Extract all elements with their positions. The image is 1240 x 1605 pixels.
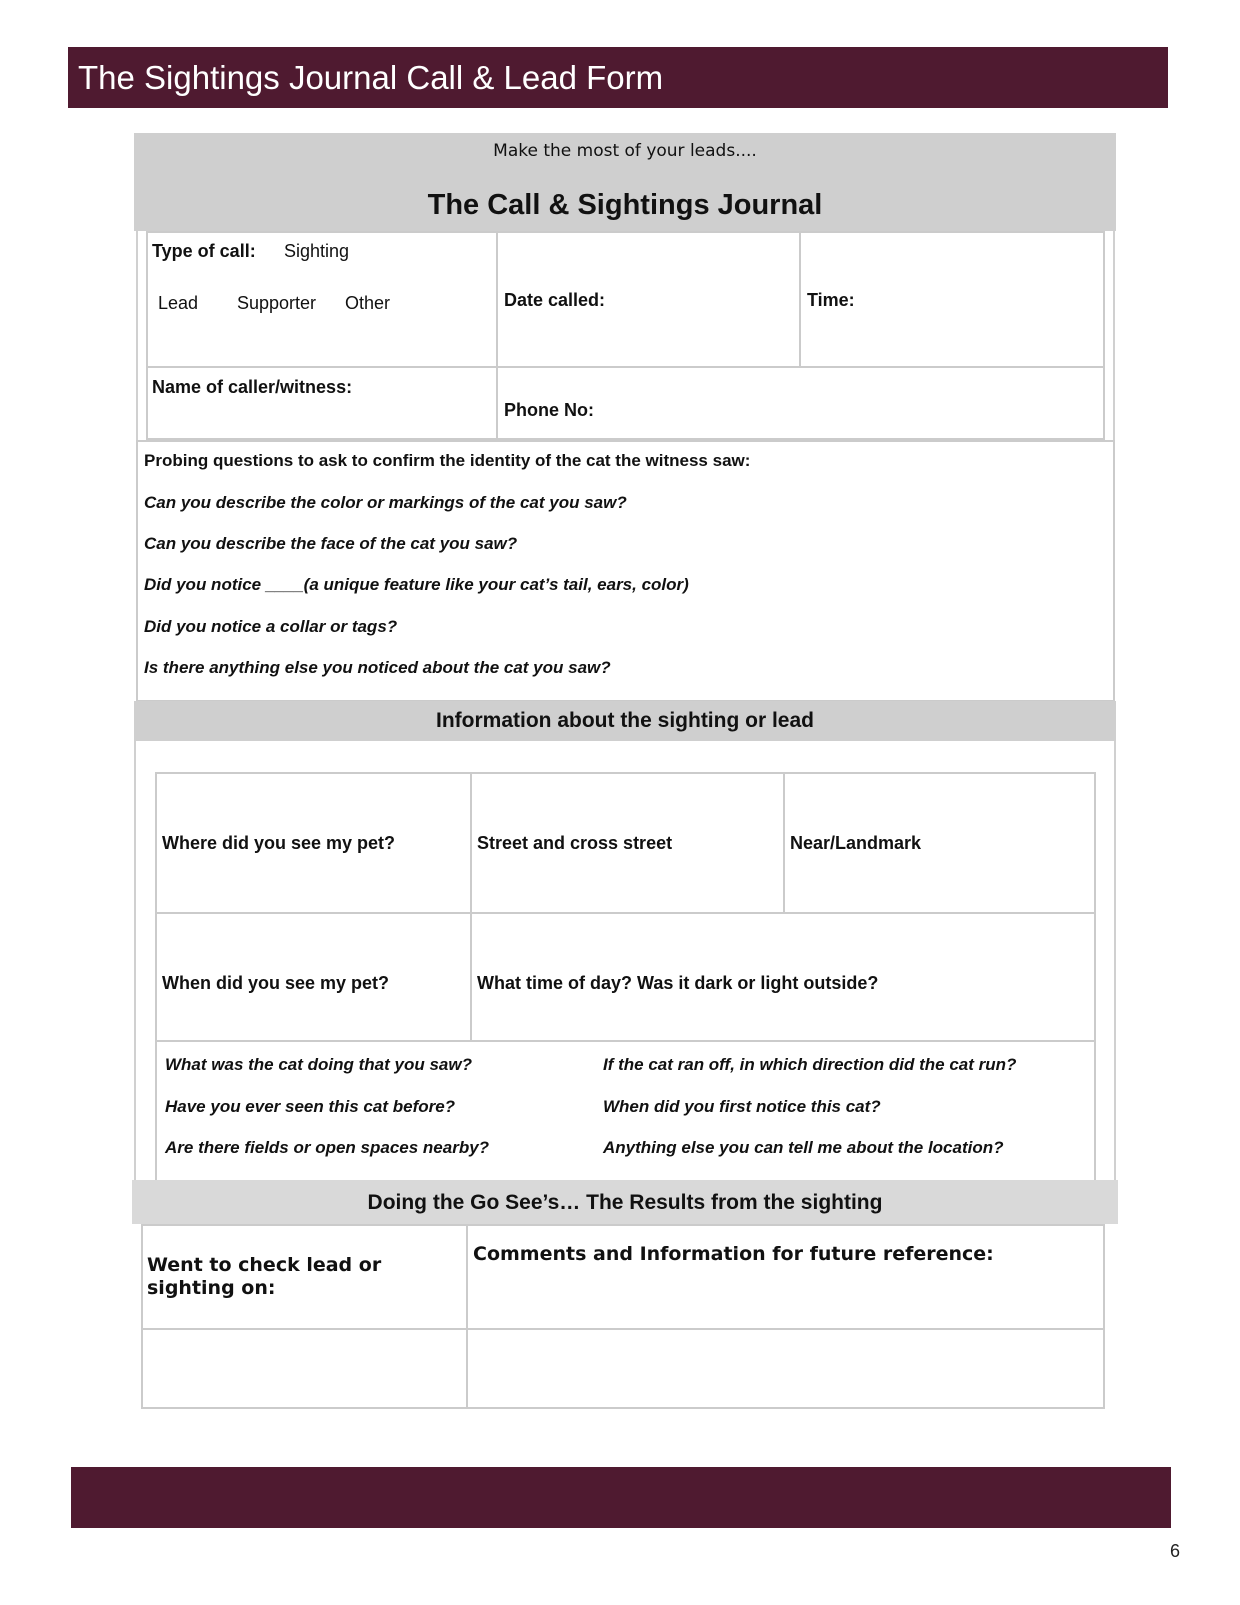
time-of-day-cell[interactable] <box>470 912 1096 1042</box>
type-option-sighting[interactable]: Sighting <box>284 241 350 261</box>
journal-header <box>134 133 1116 231</box>
comments-cell[interactable] <box>466 1224 1105 1330</box>
phone-cell[interactable] <box>496 366 1105 440</box>
where-label: Where did you see my pet? <box>162 833 396 853</box>
went-to-check-label: Went to check lead or sighting on: <box>147 1254 382 1299</box>
location-question: What was the cat doing that you saw? <box>165 1055 472 1074</box>
date-called-label: Date called: <box>504 290 606 310</box>
probing-heading: Probing questions to ask to confirm the identity of the cat the witness saw: <box>144 451 751 470</box>
phone-label: Phone No: <box>504 400 594 420</box>
location-questions-box <box>155 1040 1096 1180</box>
sighting-info-header <box>134 701 1116 741</box>
location-question: If the cat ran off, in which direction did the cat run? <box>603 1055 1017 1074</box>
street-label: Street and cross street <box>477 833 673 853</box>
caller-name-label: Name of caller/witness: <box>152 377 353 397</box>
date-called-cell[interactable] <box>496 231 801 368</box>
results-header <box>132 1180 1118 1224</box>
location-question: Are there fields or open spaces nearby? <box>165 1138 490 1157</box>
location-question: Have you ever seen this cat before? <box>165 1097 456 1116</box>
probing-question: Is there anything else you noticed about the cat you saw? <box>144 658 611 677</box>
type-option-lead[interactable]: Lead <box>158 293 199 313</box>
probing-question: Did you notice a collar or tags? <box>144 617 398 636</box>
page-title: The Sightings Journal Call & Lead Form <box>78 59 664 96</box>
type-option-supporter[interactable]: Supporter <box>237 293 317 313</box>
journal-tagline: Make the most of your leads.... <box>493 141 757 161</box>
probing-question: Can you describe the face of the cat you saw? <box>144 534 518 553</box>
landmark-cell[interactable] <box>783 772 1096 914</box>
location-question: Anything else you can tell me about the location? <box>603 1138 1004 1157</box>
went-to-check-entry[interactable] <box>141 1328 468 1409</box>
caller-name-cell[interactable] <box>146 366 498 440</box>
when-label: When did you see my pet? <box>162 973 390 993</box>
location-question: When did you first notice this cat? <box>603 1097 881 1116</box>
probing-question: Did you notice ____(a unique feature like your cat’s tail, ears, color) <box>144 575 689 594</box>
type-of-call-cell <box>146 231 498 368</box>
sighting-info-heading: Information about the sighting or lead <box>436 709 814 732</box>
comments-label: Comments and Information for future reference: <box>473 1243 994 1265</box>
header-banner <box>68 47 1168 108</box>
time-label: Time: <box>807 290 855 310</box>
went-to-check-cell[interactable] <box>141 1224 468 1330</box>
probing-questions-box <box>136 440 1115 702</box>
time-cell[interactable] <box>799 231 1105 368</box>
when-cell[interactable] <box>155 912 472 1042</box>
footer-banner <box>71 1467 1171 1528</box>
street-cell[interactable] <box>470 772 785 914</box>
type-of-call-label: Type of call: <box>152 241 256 261</box>
type-option-other[interactable]: Other <box>345 293 391 313</box>
probing-question: Can you describe the color or markings of the cat you saw? <box>144 493 627 512</box>
time-of-day-label: What time of day? Was it dark or light outside? <box>477 973 879 993</box>
comments-entry[interactable] <box>466 1328 1105 1409</box>
page-number: 6 <box>1170 1541 1181 1561</box>
where-cell[interactable] <box>155 772 472 914</box>
journal-title: The Call & Sightings Journal <box>427 189 823 221</box>
results-heading: Doing the Go See’s… The Results from the sighting <box>367 1191 883 1214</box>
landmark-label: Near/Landmark <box>790 833 922 853</box>
